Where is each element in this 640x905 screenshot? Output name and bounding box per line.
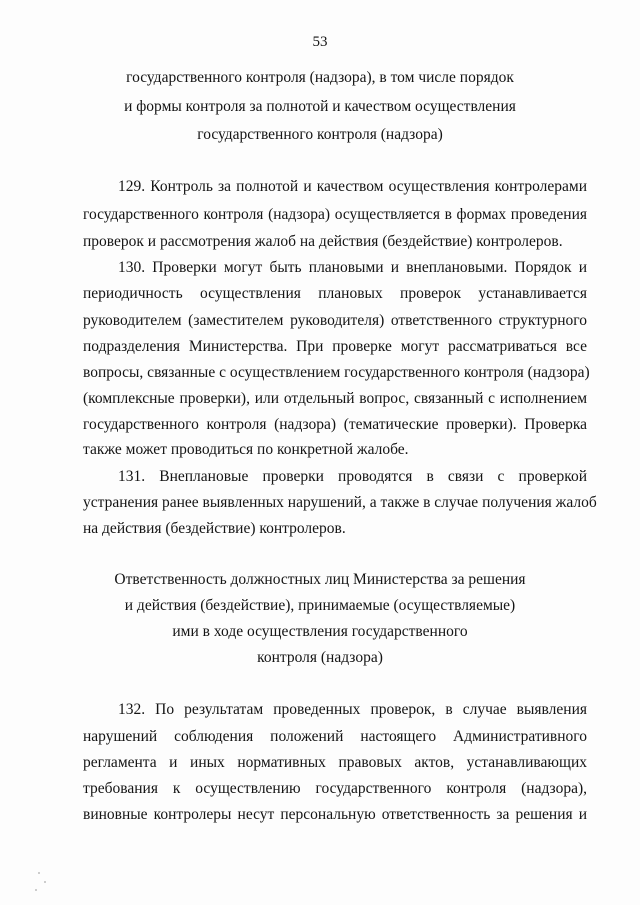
paragraph-line: проверок и рассмотрения жалоб на действия (бездействие) контролеров.: [83, 233, 563, 250]
paragraph-line: на действия (бездействие) контролеров.: [83, 520, 346, 537]
heading-line: ими в ходе осуществления государственного: [172, 623, 468, 640]
paragraph-line: 131. Внеплановые проверки проводятся в связи с проверкой: [118, 468, 587, 485]
paragraph-line: регламента и иных нормативных правовых актов, устанавливающих: [83, 754, 587, 771]
paragraph-line: 130. Проверки могут быть плановыми и внеплановыми. Порядок и: [118, 259, 587, 276]
heading-line: Ответственность должностных лиц Министерства за решения: [114, 571, 526, 588]
paragraph-line: подразделения Министерства. При проверке могут рассматриваться все: [83, 338, 587, 355]
paragraph-line: 132. По результатам проведенных проверок, в случае выявления: [118, 701, 587, 718]
heading-line: и действия (бездействие), принимаемые (осуществляемые): [124, 597, 516, 614]
heading-line: и формы контроля за полнотой и качеством осуществления: [124, 98, 516, 115]
paragraph-line: государственного контроля (надзора) осуществляется в формах проведения: [83, 206, 587, 223]
paragraph-line: (комплексные проверки), или отдельный вопрос, связанный с исполнением: [83, 390, 587, 407]
paragraph-line: виновные контролеры несут персональную ответственность за решения и: [83, 806, 587, 823]
scan-speck: [35, 889, 37, 891]
paragraph-line: устранения ранее выявленных нарушений, а также в случае получения жалоб: [83, 494, 597, 511]
paragraph-line: государственного контроля (надзора) (тематические проверки). Проверка: [83, 416, 587, 433]
scan-speck: [44, 881, 46, 883]
paragraph-line: вопросы, связанные с осуществлением государственного контроля (надзора): [83, 364, 590, 381]
paragraph-line: требования к осуществлению государственного контроля (надзора),: [83, 780, 587, 797]
paragraph-line: также может проводиться по конкретной жалобе.: [83, 441, 409, 458]
heading-line: государственного контроля (надзора): [197, 126, 443, 143]
paragraph-line: нарушений соблюдения положений настоящего Административного: [83, 728, 587, 745]
page-number: 53: [312, 34, 328, 50]
paragraph-line: 129. Контроль за полнотой и качеством осуществления контролерами: [118, 178, 587, 195]
heading-line: контроля (надзора): [257, 649, 383, 666]
paragraph-line: периодичность осуществления плановых проверок устанавливается: [83, 285, 587, 302]
scan-speck: [38, 872, 40, 874]
paragraph-line: руководителем (заместителем руководителя) ответственного структурного: [83, 312, 587, 329]
heading-line: государственного контроля (надзора), в том числе порядок: [126, 69, 514, 86]
